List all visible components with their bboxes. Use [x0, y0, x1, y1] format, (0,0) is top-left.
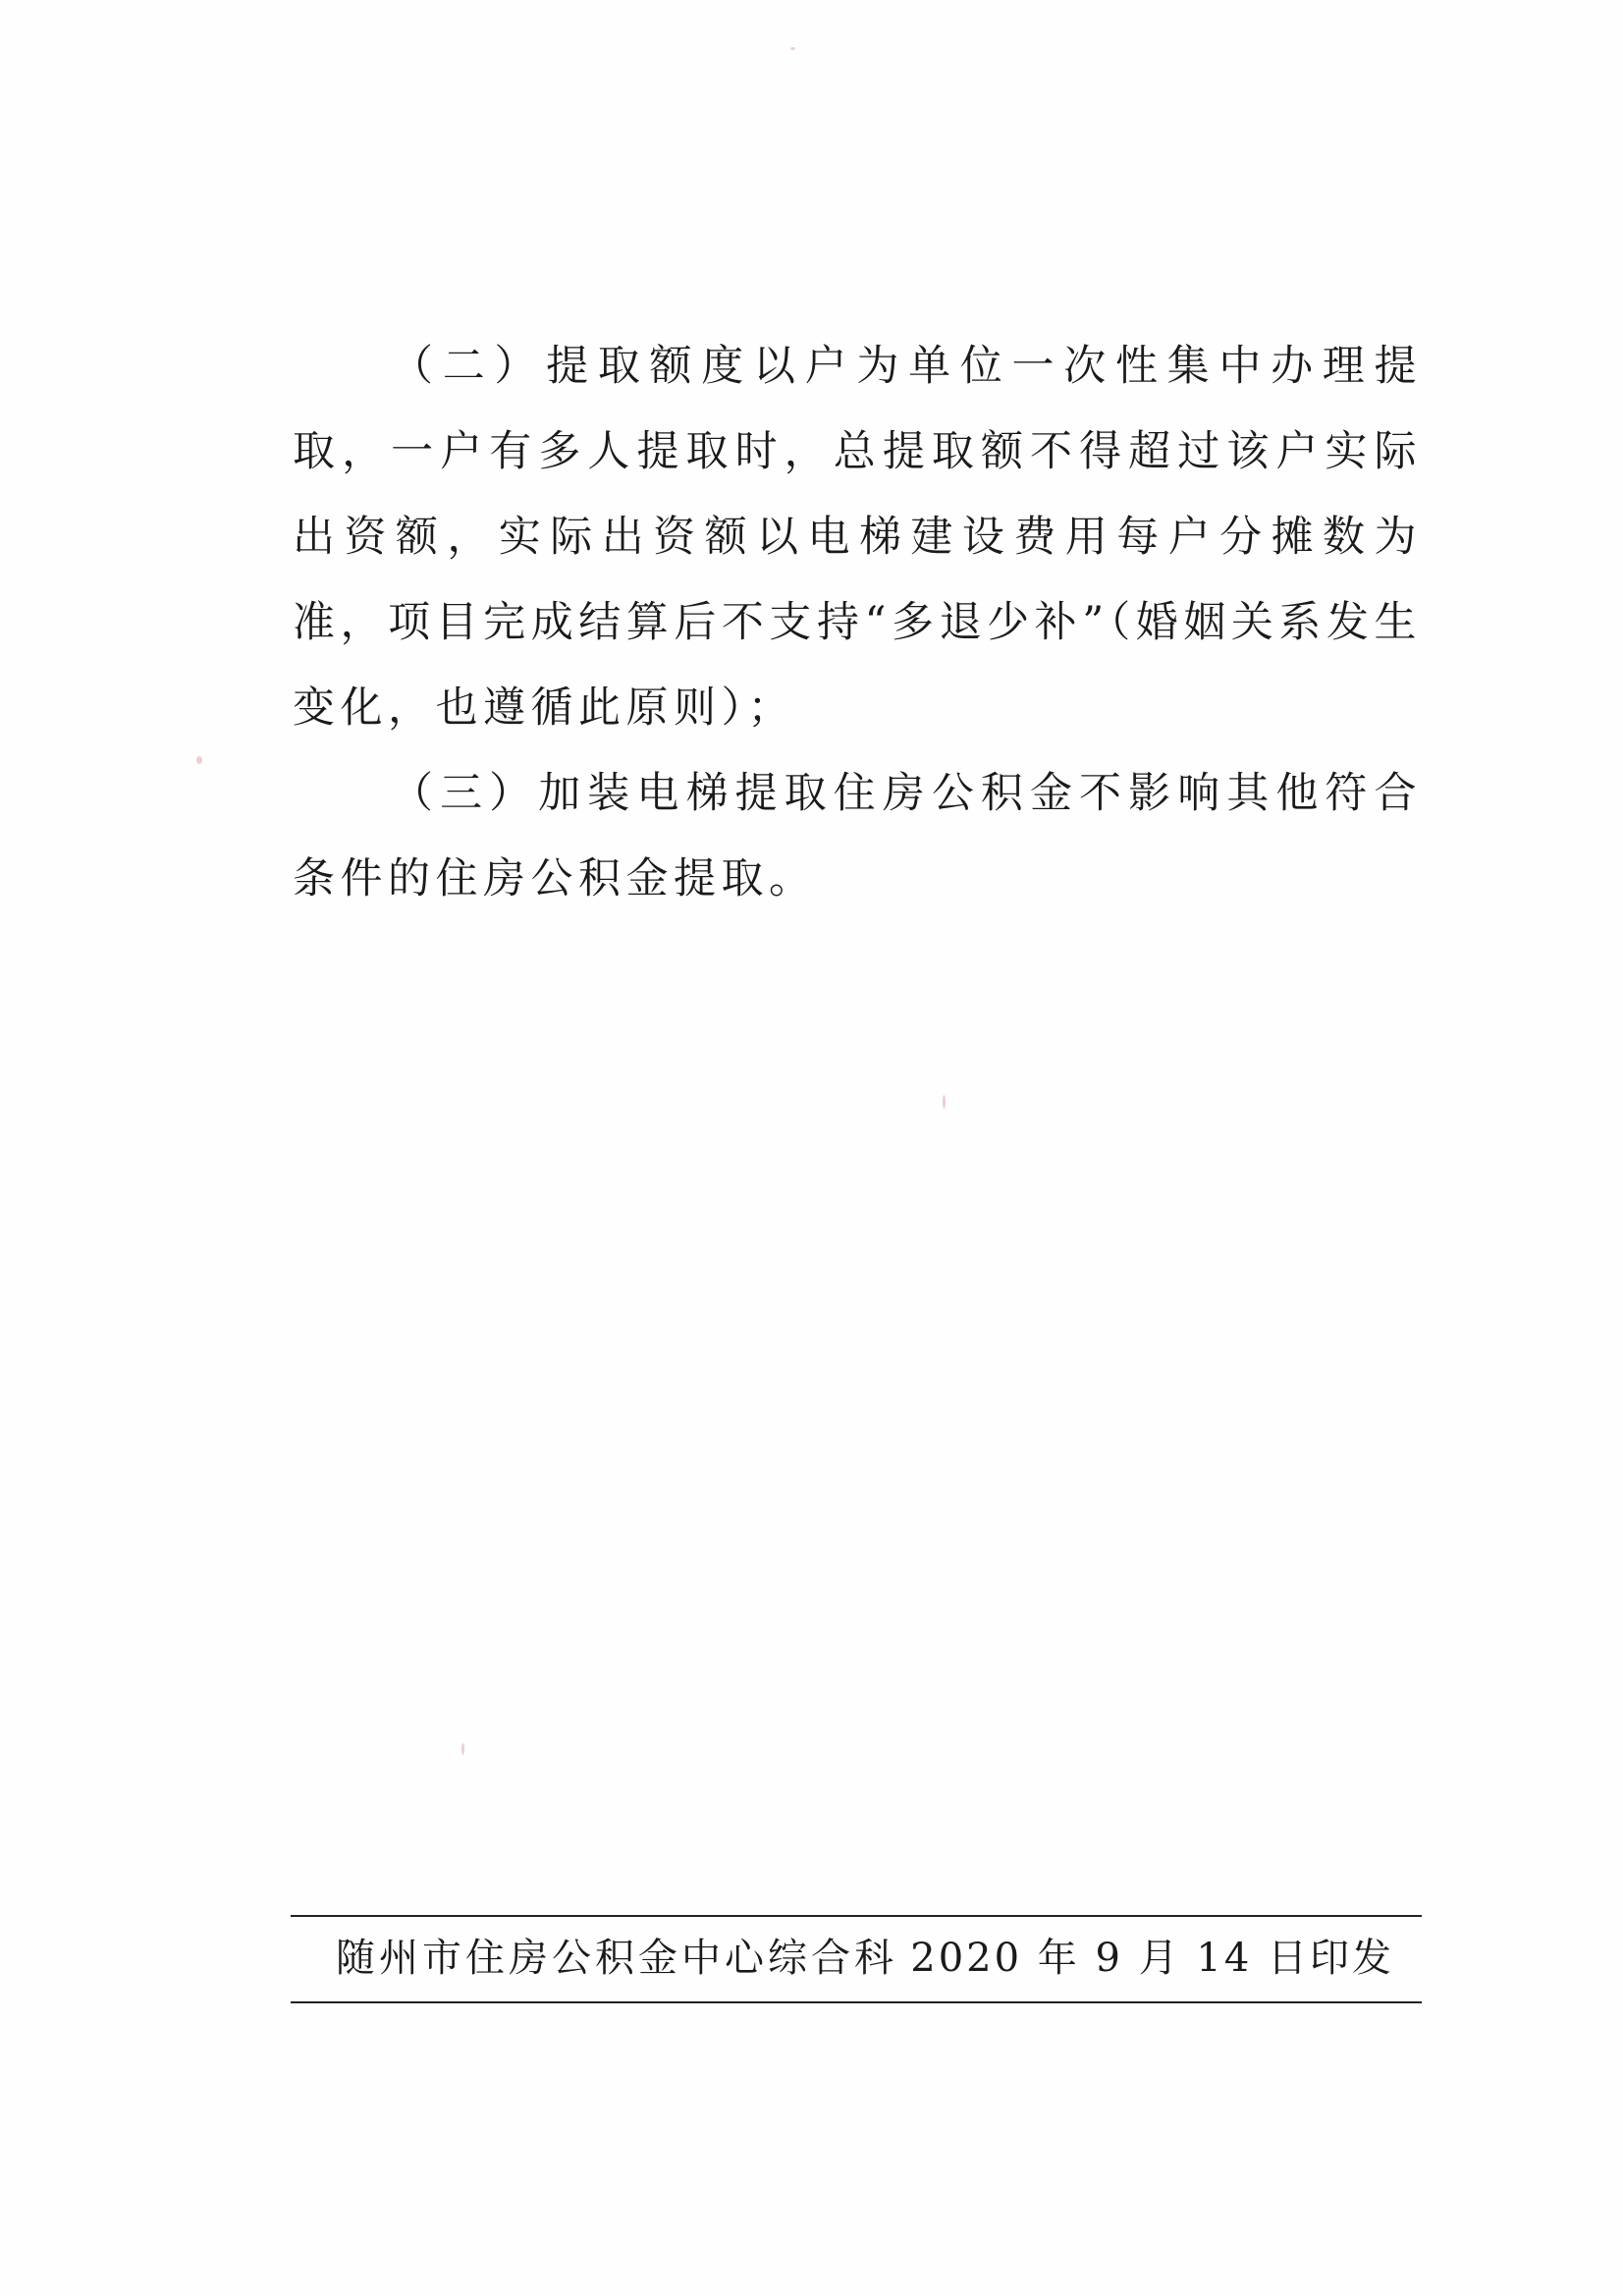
issuer-name: 随州市住房公积金中心综合科: [336, 1936, 897, 1981]
paragraph-other-withdrawal: （三）加装电梯提取住房公积金不影响其他符合条件的住房公积金提取。: [293, 769, 1422, 903]
scan-speck: [196, 756, 202, 764]
body-text: [293, 324, 1422, 922]
paragraph-withdrawal-amount: （二）提取额度以户为单位一次性集中办理提取，一户有多人提取时，总提取额不得超过该户实际出资额，实际出资额以电梯建设费用每户分摊数为准，项目完成结算后不支持“多退少补”（婚姻关系发生变化，也遵循此原则）；: [293, 342, 1422, 733]
scan-speck: [461, 1743, 464, 1755]
issuance-footer: [291, 1915, 1422, 2003]
scan-speck: [943, 1095, 946, 1109]
issue-date: 2020 年 9 月 14 日印发: [910, 1936, 1394, 1981]
scan-speck: [790, 47, 795, 50]
